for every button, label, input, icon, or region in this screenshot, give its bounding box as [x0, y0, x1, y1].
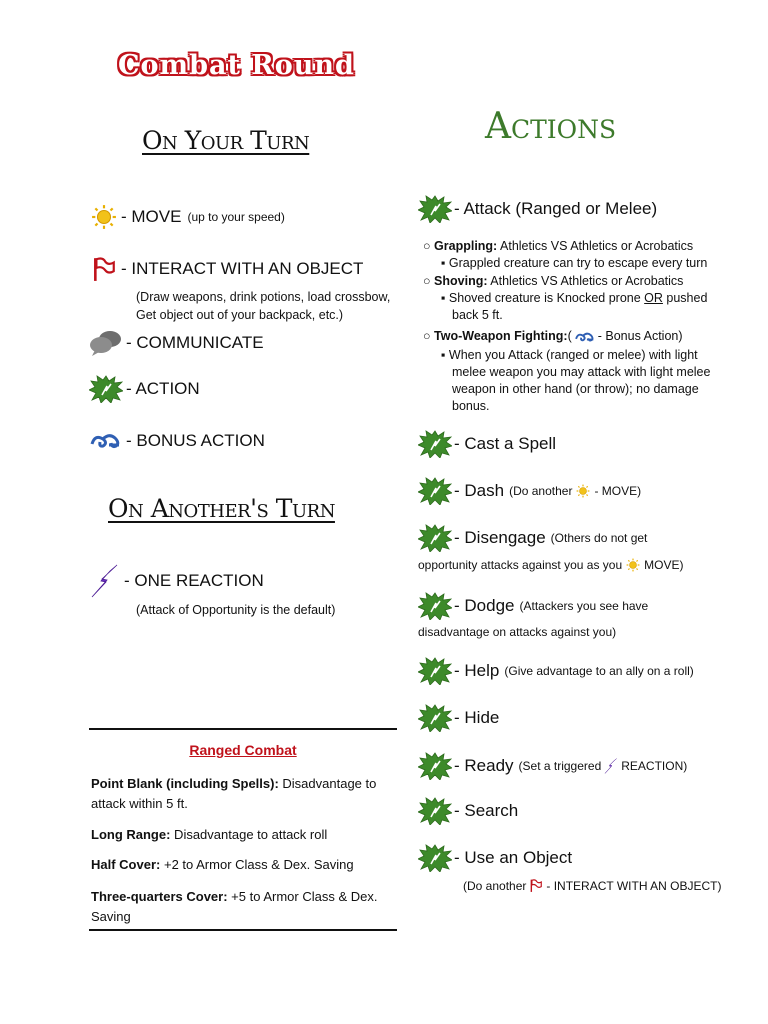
interact-note-2: Get object out of your backpack, etc.) — [136, 308, 344, 322]
ranged-desc-2: Saving — [91, 909, 131, 924]
cast-spell-item — [418, 430, 556, 458]
sun-icon — [626, 558, 640, 572]
circle-bullet-icon: ○ — [423, 239, 435, 253]
dodge-item — [418, 592, 648, 620]
bonus-action-label: - BONUS ACTION — [126, 431, 265, 450]
bonus-swirl-icon — [89, 430, 123, 452]
shoving-sub-2: back 5 ft. — [452, 308, 503, 322]
circle-bullet-icon: ○ — [423, 274, 435, 288]
shoving-line — [423, 273, 683, 290]
disengage-label: - Disengage — [454, 528, 546, 547]
reaction-bolt-icon — [604, 758, 618, 774]
disengage-note-3: MOVE) — [644, 558, 684, 572]
attack-label: - Attack (Ranged or Melee) — [454, 199, 658, 218]
grappling-sub — [441, 255, 707, 272]
twf-term: Two-Weapon Fighting: — [434, 329, 568, 343]
use-note-a: (Do another — [463, 878, 527, 893]
shoving-desc: Athletics VS Athletics or Acrobatics — [487, 274, 684, 288]
reaction-item — [90, 564, 264, 598]
ranged-item-long-range — [91, 825, 391, 845]
communicate-label: - COMMUNICATE — [126, 333, 264, 352]
hide-label: - Hide — [454, 708, 500, 727]
action-burst-icon — [418, 797, 452, 825]
shoving-sub — [441, 290, 707, 307]
flag-icon — [91, 255, 117, 283]
action-burst-icon — [418, 195, 452, 223]
dash-note-b: - MOVE) — [594, 484, 642, 498]
ranged-top-divider — [89, 728, 397, 730]
circle-bullet-icon: ○ — [423, 329, 435, 343]
action-burst-icon — [418, 704, 452, 732]
grappling-desc: Athletics VS Athletics or Acrobatics — [497, 239, 694, 253]
help-label: - Help — [454, 661, 500, 680]
twf-bonus: - Bonus Action) — [597, 329, 683, 343]
action-item — [89, 375, 200, 403]
use-object-label: - Use an Object — [454, 848, 573, 867]
on-anothers-turn-heading: On Another's Turn — [108, 494, 335, 523]
use-object-note — [463, 878, 722, 893]
twf-open: ( — [567, 329, 572, 343]
grappling-term: Grappling: — [434, 239, 498, 253]
bonus-action-item — [89, 430, 265, 452]
dash-item — [418, 477, 641, 505]
flag-icon — [529, 878, 543, 893]
dash-label: - Dash — [454, 481, 505, 500]
ranged-combat-title: Ranged Combat — [189, 742, 297, 758]
dash-note-a: (Do another — [509, 484, 573, 498]
ranged-item-half-cover — [91, 855, 391, 875]
ranged-desc-2: attack within 5 ft. — [91, 796, 188, 811]
dodge-label: - Dodge — [454, 596, 515, 615]
ranged-bottom-divider — [89, 929, 397, 931]
disengage-note-line-2 — [418, 558, 683, 572]
ranged-item-point-blank — [91, 774, 391, 814]
use-object-item — [418, 844, 572, 872]
hide-item — [418, 704, 499, 732]
combat-round-title: Combat Round — [118, 50, 355, 81]
action-burst-icon — [418, 477, 452, 505]
grappling-line — [423, 238, 693, 255]
twf-line — [423, 328, 683, 345]
ready-note-a: (Set a triggered — [518, 759, 602, 773]
ranged-term: Point Blank (including Spells): — [91, 776, 279, 791]
move-sub: (up to your speed) — [187, 210, 285, 224]
square-bullet-icon: ▪ — [441, 348, 449, 362]
square-bullet-icon: ▪ — [441, 291, 449, 305]
ready-label: - Ready — [454, 756, 514, 775]
on-your-turn-heading: On Your Turn — [142, 126, 310, 155]
disengage-note-2: opportunity attacks against you as you — [418, 558, 623, 572]
bonus-swirl-icon — [574, 330, 596, 344]
square-bullet-icon: ▪ — [441, 256, 449, 270]
ranged-term: Three-quarters Cover: — [91, 889, 228, 904]
sun-icon — [91, 204, 117, 230]
reaction-label: - ONE REACTION — [124, 571, 264, 590]
twf-l4: bonus. — [452, 399, 490, 413]
action-burst-icon — [418, 592, 452, 620]
ready-note-b: REACTION) — [621, 759, 688, 773]
help-note: (Give advantage to an ally on a roll) — [504, 664, 694, 678]
action-burst-icon — [418, 430, 452, 458]
action-burst-icon — [418, 752, 452, 780]
twf-sub — [441, 347, 698, 364]
ranged-term: Long Range: — [91, 827, 171, 842]
interact-label: - INTERACT WITH AN OBJECT — [121, 259, 364, 278]
ranged-desc: +5 to Armor Class & Dex. — [227, 889, 378, 904]
action-burst-icon — [418, 524, 452, 552]
reaction-note: (Attack of Opportunity is the default) — [136, 603, 336, 617]
action-burst-icon — [89, 375, 123, 403]
twf-l2: melee weapon you may attack with light melee — [452, 365, 711, 379]
disengage-note: (Others do not get — [550, 531, 648, 545]
ready-item — [418, 752, 687, 780]
search-item — [418, 797, 518, 825]
grappling-sub-text: Grappled creature can try to escape every turn — [448, 256, 708, 270]
twf-l3: weapon in other hand (or throw); no damage — [452, 382, 699, 396]
disengage-item — [418, 524, 647, 552]
search-label: - Search — [454, 801, 519, 820]
attack-item — [418, 195, 657, 223]
interact-note-1: (Draw weapons, drink potions, load crossbow, — [136, 290, 391, 304]
move-label: - MOVE — [121, 207, 182, 226]
twf-l1: When you Attack (ranged or melee) with light — [448, 348, 698, 362]
reaction-bolt-icon — [90, 564, 120, 598]
use-note-b: - INTERACT WITH AN OBJECT) — [546, 878, 722, 893]
action-label: - ACTION — [126, 379, 200, 398]
speech-bubbles-icon — [89, 329, 123, 357]
action-burst-icon — [418, 657, 452, 685]
ranged-item-three-quarters — [91, 887, 391, 927]
dodge-note-2: disadvantage on attacks against you) — [418, 625, 617, 639]
move-item — [91, 204, 285, 230]
shoving-sub-text-b: pushed — [662, 291, 708, 305]
shoving-sub-text: Shoved creature is Knocked prone — [448, 291, 645, 305]
help-item — [418, 657, 694, 685]
interact-item — [91, 255, 363, 283]
ranged-term: Half Cover: — [91, 857, 161, 872]
ranged-desc: +2 to Armor Class & Dex. Saving — [160, 857, 354, 872]
dodge-note: (Attackers you see have — [519, 599, 649, 613]
cast-spell-label: - Cast a Spell — [454, 434, 557, 453]
ranged-desc: Disadvantage to attack roll — [170, 827, 328, 842]
actions-heading: Actions — [485, 106, 617, 147]
shoving-term: Shoving: — [434, 274, 488, 288]
action-burst-icon — [418, 844, 452, 872]
sun-icon — [576, 484, 590, 498]
shoving-or: OR — [644, 291, 663, 305]
ranged-desc: Disadvantage to — [278, 776, 377, 791]
communicate-item — [89, 329, 264, 357]
